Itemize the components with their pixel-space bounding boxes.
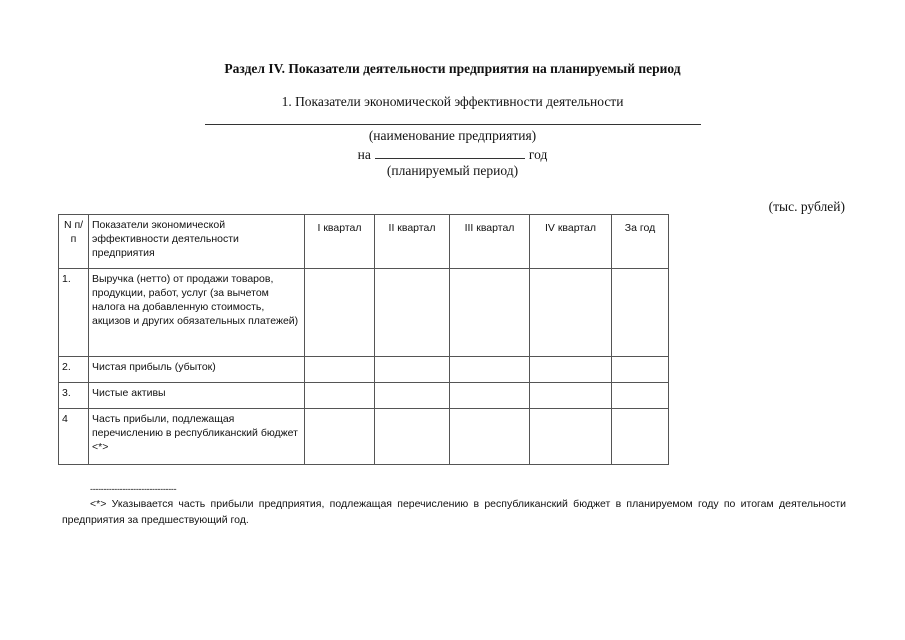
header-q1: I квартал [305,215,375,269]
row-num: 1. [59,269,89,357]
enterprise-name-caption: (наименование предприятия) [368,128,537,143]
cell-q1[interactable] [305,409,375,465]
period-caption: (планируемый период) [386,163,519,178]
section-title: Раздел IV. Показатели деятельности предприятия на планируемый период [224,61,681,76]
subtitle: 1. Показатели экономической эффективности деятельности [281,94,624,109]
cell-q2[interactable] [375,269,450,357]
table-row [59,409,669,465]
row-num: 4 [59,409,89,465]
cell-q3[interactable] [450,383,530,409]
footnote-rule: -------------------------------- [90,484,177,494]
header-indicator: Показатели экономической эффективности деятельности предприятия [89,215,305,269]
header-q2: II квартал [375,215,450,269]
cell-year[interactable] [612,383,669,409]
cell-q1[interactable] [305,383,375,409]
cell-year[interactable] [612,269,669,357]
period-suffix: год [528,147,548,162]
cell-q1[interactable] [305,357,375,383]
row-num: 2. [59,357,89,383]
cell-q4[interactable] [530,383,612,409]
cell-year[interactable] [612,357,669,383]
period-blank-line [375,146,525,159]
cell-q2[interactable] [375,409,450,465]
unit-label: (тыс. рублей) [768,199,845,214]
cell-q4[interactable] [530,269,612,357]
enterprise-name-line [205,124,701,125]
table-row [59,357,669,383]
cell-q2[interactable] [375,383,450,409]
indicators-table [58,214,669,465]
row-num: 3. [59,383,89,409]
table-row [59,269,669,357]
row-label: Чистые активы [89,383,305,409]
cell-q3[interactable] [450,409,530,465]
table-header-row [59,215,669,269]
cell-q3[interactable] [450,269,530,357]
cell-q4[interactable] [530,409,612,465]
header-q4: IV квартал [530,215,612,269]
cell-year[interactable] [612,409,669,465]
footnote-text: <*> Указывается часть прибыли предприятия, подлежащая перечислению в республиканский бюджет в планируемом году по итогам деятельности предприятия за предшествующий год. [62,498,846,526]
row-label: Часть прибыли, подлежащая перечислению в республиканский бюджет <*> [89,409,305,465]
period-row [0,146,905,163]
row-label: Выручка (нетто) от продажи товаров, продукции, работ, услуг (за вычетом налога на добавленную стоимость, акцизов и других обязательных платежей) [89,269,305,357]
cell-q4[interactable] [530,357,612,383]
table-row [59,383,669,409]
header-num: N п/п [59,215,89,269]
period-prefix: на [357,147,371,162]
cell-q1[interactable] [305,269,375,357]
cell-q2[interactable] [375,357,450,383]
cell-q3[interactable] [450,357,530,383]
header-q3: III квартал [450,215,530,269]
row-label: Чистая прибыль (убыток) [89,357,305,383]
header-year: За год [612,215,669,269]
